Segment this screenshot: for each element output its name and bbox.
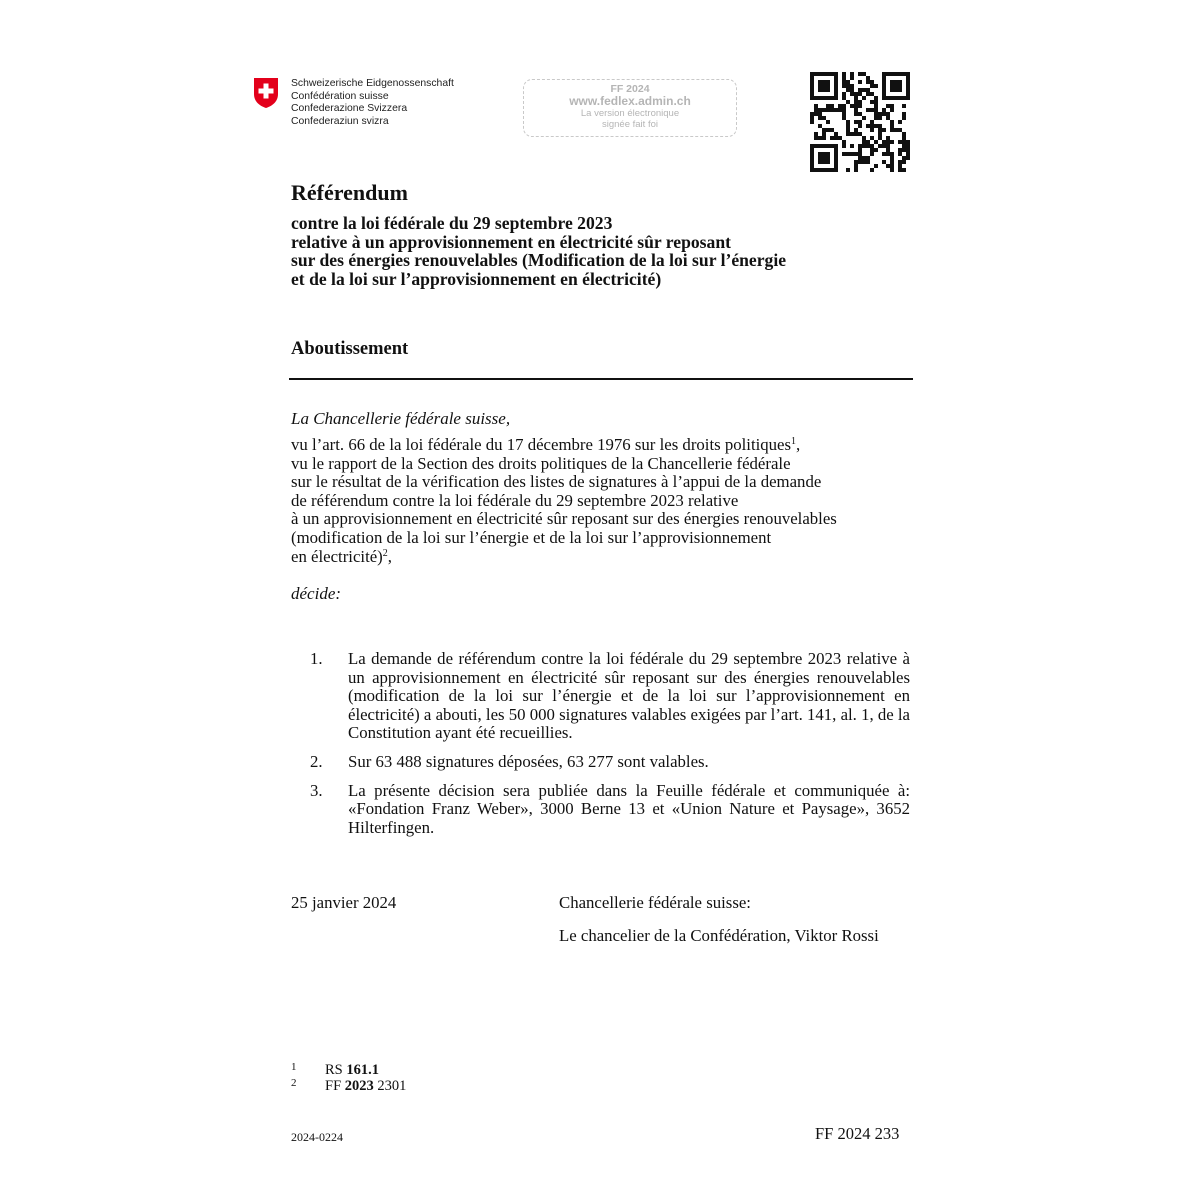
document-title: Référendum [291, 180, 408, 205]
preamble-line: sur le résultat de la vérification des listes de signatures à l’appui de la demande [291, 472, 822, 492]
preamble-text: vu l’art. 66 de la loi fédérale du 17 décembre 1976 sur les droits politiques [291, 435, 792, 454]
page-reference: FF 2024 233 [815, 1124, 900, 1143]
preamble-punct: , [387, 546, 392, 566]
section-title: Aboutissement [291, 339, 409, 359]
decision-date: 25 janvier 2024 [291, 893, 397, 912]
decision-number: 3. [310, 780, 323, 800]
footnote-suffix: 2301 [373, 1078, 407, 1094]
stamp-note-2: signée fait foi [602, 119, 658, 130]
authority-line-fr: Confédération suisse [291, 90, 389, 102]
decision-list [310, 650, 910, 847]
preamble-punct: , [796, 435, 801, 454]
authority-line-de: Schweizerische Eidgenossenschaft [291, 78, 454, 89]
swiss-cross-shield-icon [253, 77, 279, 109]
decision-clause: décide: [291, 584, 342, 603]
document-subtitle [291, 214, 786, 288]
qr-code-icon [810, 72, 910, 172]
footnote-prefix: FF [325, 1078, 345, 1094]
footnote [291, 1078, 406, 1094]
decision-text: Sur 63 488 signatures déposées, 63 277 sont valables. [348, 751, 709, 771]
footnote-ref-bold[interactable]: 161.1 [346, 1062, 379, 1078]
publication-stamp [523, 79, 737, 137]
preamble-line [291, 548, 837, 567]
document-code: 2024-0224 [291, 1130, 343, 1144]
preamble-line: de référendum contre la loi fédérale du 29 septembre 2023 relative [291, 490, 739, 510]
footnote-prefix: RS [325, 1062, 347, 1078]
decision-text: La présente décision sera publiée dans la Feuille fédérale et communiquée à: «Fondation Franz Weber», 3000 Berne 13 et «Union Nature et Paysage», 3652 Hilterfingen. [348, 780, 910, 837]
authority-line-it: Confederazione Svizzera [291, 103, 408, 115]
subtitle-line: sur des énergies renouvelables (Modification de la loi sur l’énergie [291, 250, 787, 270]
authority-line-rm: Confederaziun svizra [291, 115, 389, 127]
preamble-line: à un approvisionnement en électricité sûr reposant sur des énergies renouvelables [291, 509, 837, 529]
footnote-ref-bold[interactable]: 2023 [344, 1078, 374, 1094]
decision-text: La demande de référendum contre la loi fédérale du 29 septembre 2023 relative à un approvisionnement en électricité sûr reposant sur des énergies renouvelables (modification de la loi sur l’énergie et de la loi sur l’approvisionnement en électricité) a abouti, les 50 000 signatures valables exigées par l’art. 141, al. 1, de la Constitution ayant été recueillies. [348, 649, 910, 743]
footnote-ref-2[interactable]: 2 [382, 547, 388, 559]
stamp-note-1: La version électronique [580, 108, 680, 119]
decision-item [310, 650, 910, 743]
signatory: Le chancelier de la Confédération, Viktor Rossi [559, 926, 879, 945]
stamp-url[interactable]: www.fedlex.admin.ch [569, 94, 691, 108]
footnotes [291, 1062, 406, 1094]
preamble-line: (modification de la loi sur l’énergie et de la loi sur l’approvisionnement [291, 527, 772, 547]
footnote-number: 1 [291, 1061, 297, 1073]
footnote [291, 1062, 406, 1078]
preamble [291, 436, 837, 566]
header-divider [289, 378, 913, 380]
subtitle-line: contre la loi fédérale du 29 septembre 2023 [291, 213, 613, 233]
decision-number: 2. [310, 751, 323, 771]
decision-item [310, 782, 910, 838]
subtitle-line: et de la loi sur l’approvisionnement en électricité) [291, 268, 662, 289]
decision-number: 1. [310, 649, 323, 668]
preamble-line [291, 436, 837, 455]
footnote-ref-1[interactable]: 1 [791, 436, 797, 447]
subtitle-line: relative à un approvisionnement en électricité sûr reposant [291, 231, 731, 252]
footnote-number: 2 [291, 1077, 297, 1089]
issuing-authority: La Chancellerie fédérale suisse, [291, 409, 511, 428]
federal-authority-name [291, 78, 454, 128]
preamble-text: en électricité) [291, 546, 383, 566]
preamble-line: vu le rapport de la Section des droits politiques de la Chancellerie fédérale [291, 453, 791, 473]
stamp-reference: FF 2024 [610, 83, 650, 95]
signing-organization: Chancellerie fédérale suisse: [559, 893, 751, 912]
decision-item [310, 753, 910, 772]
